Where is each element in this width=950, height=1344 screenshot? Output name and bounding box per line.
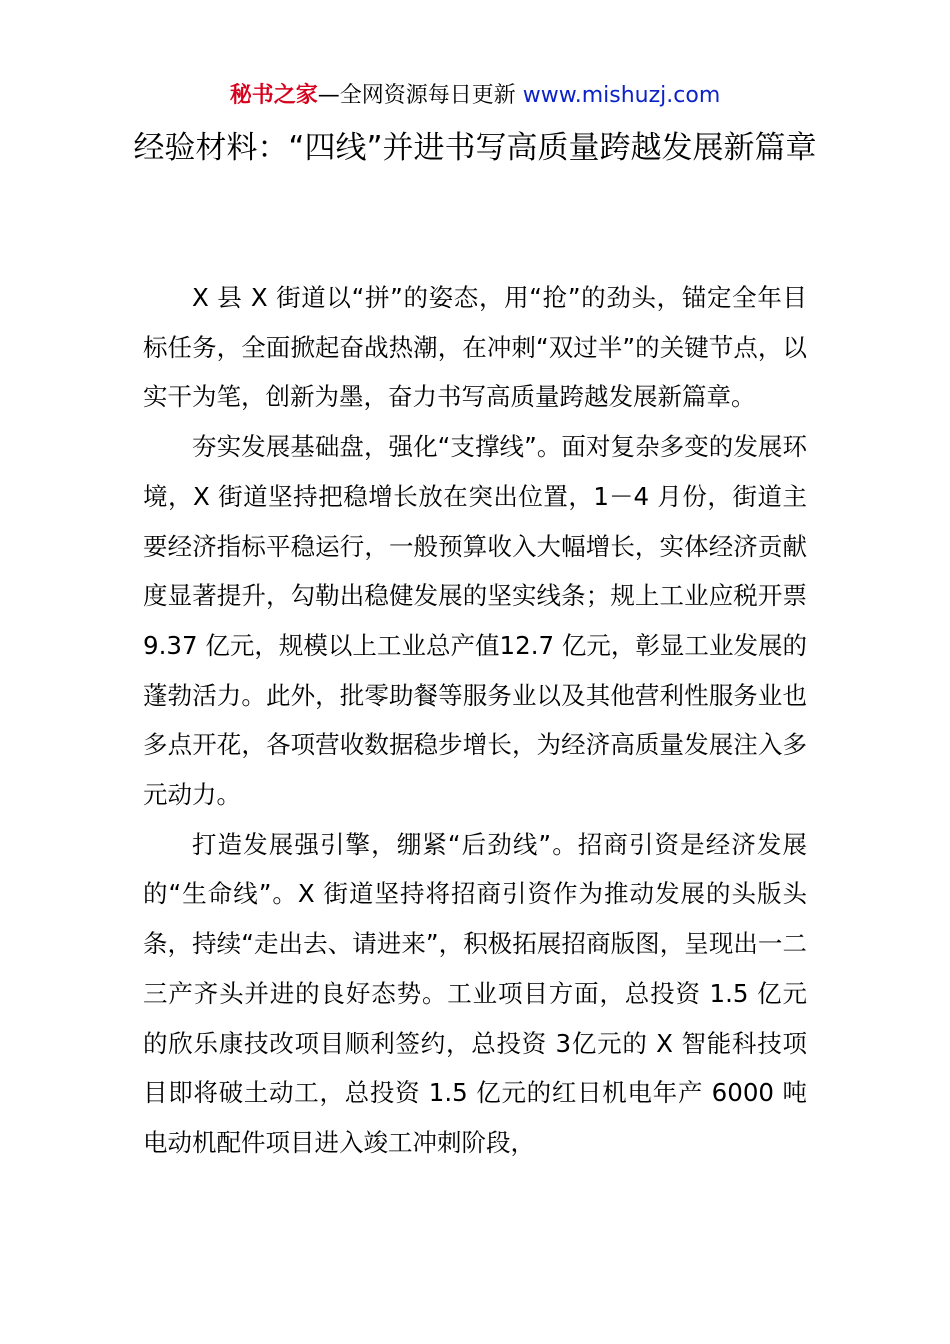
paragraph-support-line: 夯实发展基础盘，强化“支撑线”。面对复杂多变的发展环境，X 街道坚持把稳增长放在突出位置，1－4 月份，街道主要经济指标平稳运行，一般预算收入大幅增长，实体经济贡献度显著提升，勾勒出稳健发展的坚实线条；规上工业应税开票 9.37 亿元，规模以上工业总产值12.7 亿元，彰显工业发展的蓬勃活力。此外，批零助餐等服务业以及其他营利性服务业也多点开花，各项营收数据稳步增长，为经济高质量发展注入多元动力。 xyxy=(143,432,807,810)
header-tagline: —全网资源每日更新 xyxy=(317,83,523,108)
document-title: 经验材料：“四线”并进书写高质量跨越发展新篇章 xyxy=(133,130,817,166)
site-header xyxy=(0,80,950,112)
brand-name: 秘书之家 xyxy=(229,83,318,108)
paragraph-intro: X 县 X 街道以“拼”的姿态，用“抢”的劲头，锚定全年目标任务，全面掀起奋战热潮，在冲刺“双过半”的关键节点，以实干为笔，创新为墨，奋力书写高质量跨越发展新篇章。 xyxy=(143,283,807,412)
paragraph-momentum-line: 打造发展强引擎，绷紧“后劲线”。招商引资是经济发展的“生命线”。X 街道坚持将招商引资作为推动发展的头版头条，持续“走出去、请进来”，积极拓展招商版图，呈现出一二三产齐头并进的良好态势。工业项目方面，总投资 1.5 亿元的欣乐康技改项目顺利签约，总投资 3亿元的 X 智能科技项目即将破土动工，总投资 1.5 亿元的红日机电年产 6000 吨电动机配件项目进入竣工冲刺阶段， xyxy=(143,829,807,1157)
document-body xyxy=(143,273,807,1168)
site-url-link[interactable]: www.mishuzj.com xyxy=(522,83,721,108)
